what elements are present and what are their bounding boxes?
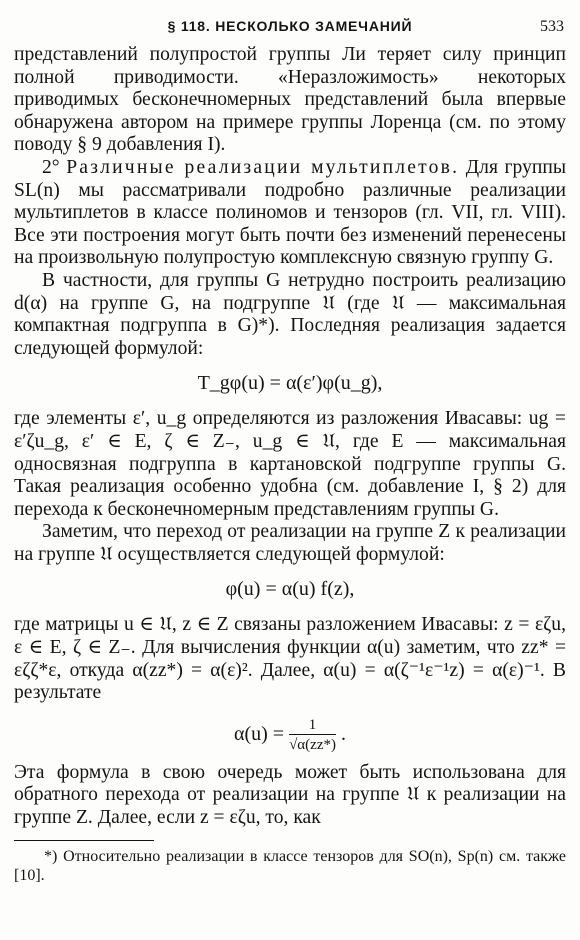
paragraph-1: представлений полупростой группы Ли теряет силу принцип полной приводимости. «Неразложимость» некоторых приводимых бесконечномерных представлений была впервые обнаружена автором на примере группы Лоренца (см. по этому поводу § 9 добавления I).: [14, 44, 566, 156]
running-header: [14, 14, 566, 44]
formula-1: T_gφ(u) = α(ε′)φ(u_g),: [197, 372, 383, 395]
paragraph-5: Заметим, что переход от реализации на группе Z к реализации на группе 𝔘 осуществляется следующей формулой:: [14, 521, 566, 565]
fraction-numerator: 1: [289, 717, 336, 735]
paragraph-3: В частности, для группы G нетрудно построить реализацию d(α) на группе G, на подгруппе 𝔘 (где 𝔘 — максимальная компактная подгруппа в G)*). Последняя реализация задается следующей формулой:: [14, 269, 566, 359]
paragraph-7: Эта формула в свою очередь может быть использована для обратного перехода от реализации на группе 𝔘 к реализации на группе Z. Далее, если z = εζu, то, как: [14, 761, 566, 829]
paragraph-4: где элементы ε′, u_g определяются из разложения Ивасавы: ug = ε′ζu_g, ε′ ∈ E, ζ ∈ Z₋, u_g ∈ 𝔘, где E — максимальная односвязная подгруппа в картановской подгруппе группы G. Такая реализация особенно удобна (см. добавление I, § 2) для перехода к бесконечномерным представлениям группы G.: [14, 408, 566, 520]
paragraph-6: где матрицы u ∈ 𝔘, z ∈ Z связаны разложением Ивасавы: z = εζu, ε ∈ E, ζ ∈ Z₋. Для вычисления функции α(u) заметим, что zz* = εζζ*ε, откуда α(zz*) = α(ε)². Далее, α(u) = α(ζ⁻¹ε⁻¹z) = α(ε)⁻¹. В результате: [14, 614, 566, 704]
page-body: [14, 44, 566, 885]
item-number: 2°: [42, 156, 60, 178]
formula-3-end: .: [340, 722, 346, 745]
item-heading: Различные реализации мультиплетов.: [66, 156, 460, 178]
footnote-rule: [14, 840, 154, 841]
paragraph-2: [14, 157, 566, 270]
formula-3: [14, 717, 566, 754]
fraction: [289, 717, 336, 754]
formula-2: φ(u) = α(u) f(z),: [225, 578, 355, 601]
fraction-denominator: √α(zz*): [289, 736, 336, 753]
formula-3-lhs: α(u) =: [234, 722, 285, 745]
page-number: 533: [540, 18, 564, 35]
item-text: Для группы SL(n) мы рассматривали подробно различные реализации мультиплетов в классе полиномов и тензоров (гл. VII, гл. VIII). Все эти построения могут быть почти без изменений перенесены на произвольную полупростую комплексную связную группу G.: [14, 156, 567, 269]
footnote: *) Относительно реализации в классе тензоров для SO(n), Sp(n) см. также [10].: [14, 847, 566, 884]
section-title: § 118. НЕСКОЛЬКО ЗАМЕЧАНИЙ: [167, 18, 413, 34]
